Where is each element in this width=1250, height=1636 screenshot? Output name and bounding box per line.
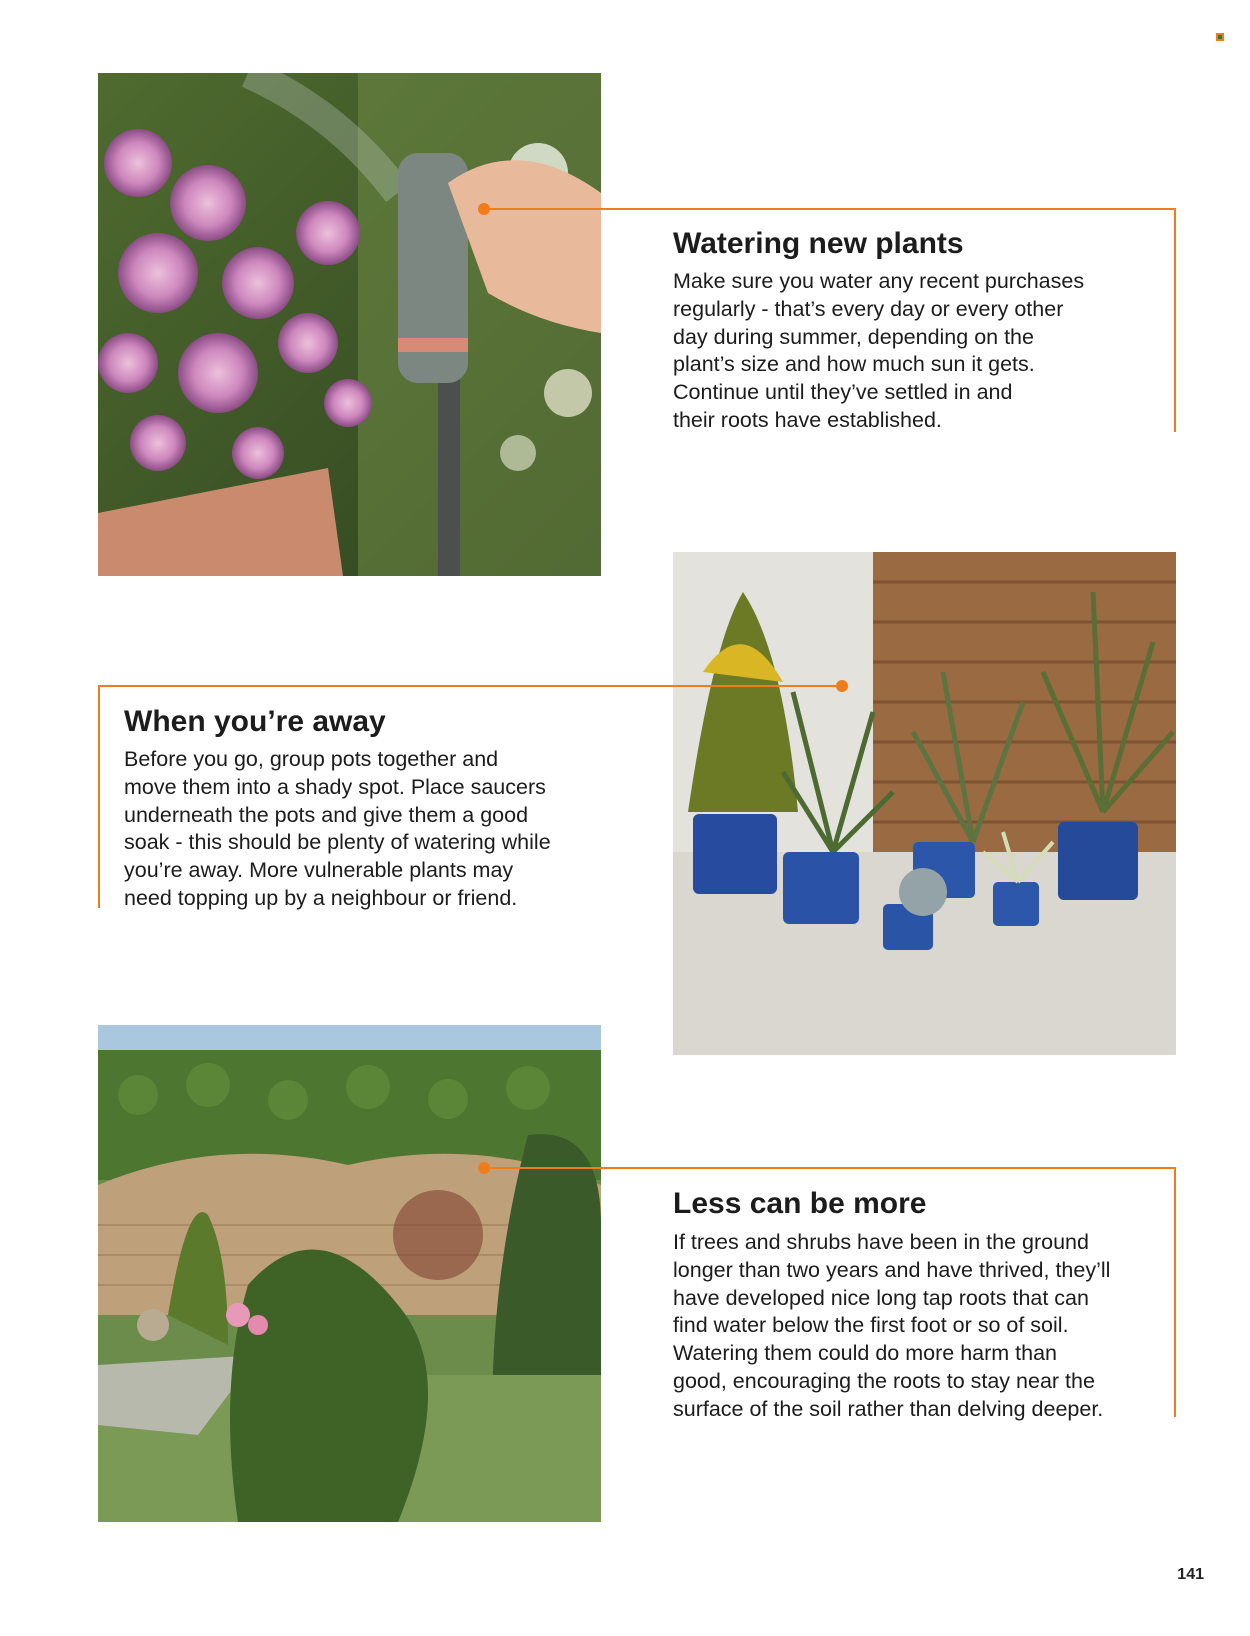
section-body-less-can-be-more — [673, 1229, 1110, 1424]
text-line: If trees and shrubs have been in the ground — [673, 1230, 1089, 1254]
text-line: Watering them could do more harm than — [673, 1341, 1057, 1366]
text-line: regularly - that’s every day or every other — [673, 296, 1064, 321]
section-heading-less-can-be-more: Less can be more — [673, 1187, 927, 1220]
text-line: surface of the soil rather than delving deeper. — [673, 1396, 1104, 1421]
text-line: Before you go, group pots together and — [124, 747, 499, 771]
text-line: you’re away. More vulnerable plants may — [124, 858, 514, 883]
text-line: plant’s size and how much sun it gets. — [673, 352, 1035, 377]
connector-line-watering-vertical — [1174, 208, 1176, 432]
section-body-watering-new-plants — [673, 268, 1084, 435]
connector-line-less-more-vertical — [1174, 1167, 1176, 1417]
text-line: day during summer, depending on the — [673, 324, 1034, 349]
connector-line-less-more — [484, 1167, 1176, 1169]
text-line: move them into a shady spot. Place saucers — [124, 774, 546, 799]
blue-pots-patio-photo — [673, 552, 1176, 1055]
text-line: Continue until they’ve settled in and — [673, 380, 1013, 405]
text-line: need topping up by a neighbour or friend. — [124, 885, 518, 910]
page-number: 141 — [1177, 1566, 1204, 1583]
text-line: soak - this should be plenty of watering while — [124, 830, 551, 855]
text-line: their roots have established. — [673, 407, 942, 432]
brand-logo-icon — [1216, 33, 1224, 41]
text-line: longer than two years and have thrived, they’ll — [673, 1257, 1111, 1282]
connector-line-watering — [484, 208, 1176, 210]
section-heading-when-youre-away: When you’re away — [124, 705, 386, 738]
section-body-when-youre-away — [124, 746, 551, 913]
section-heading-watering-new-plants: Watering new plants — [673, 227, 964, 260]
text-line: Make sure you water any recent purchases — [673, 269, 1085, 293]
text-line: underneath the pots and give them a good — [124, 802, 529, 827]
text-line: good, encouraging the roots to stay near the — [673, 1368, 1095, 1393]
garden-fence-shrubs-photo — [98, 1025, 601, 1522]
text-line: find water below the first foot or so of soil. — [673, 1313, 1069, 1338]
connector-line-away-vertical — [98, 685, 100, 908]
hose-watering-flowers-photo — [98, 73, 601, 576]
connector-line-away — [98, 685, 842, 687]
text-line: have developed nice long tap roots that can — [673, 1285, 1089, 1310]
